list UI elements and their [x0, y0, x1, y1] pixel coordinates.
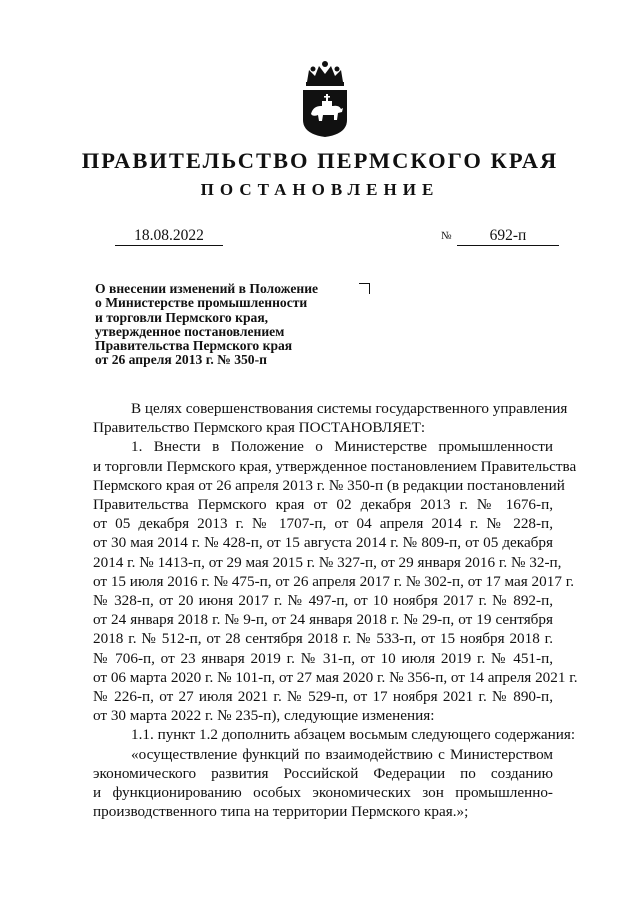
- coat-of-arms: [299, 58, 351, 138]
- body-line: Правительство Пермского края ПОСТАНОВЛЯЕТ:: [93, 419, 426, 437]
- body-line: от 24 января 2018 г. № 9-п, от 24 января 2018 г. № 29-п, от 19 сентября: [93, 611, 553, 629]
- subject-line: О внесении изменений в Положение: [95, 281, 319, 296]
- body-line: от 30 марта 2022 г. № 235-п), следующие изменения:: [93, 707, 435, 725]
- body-line: от 05 декабря 2013 г. № 1707-п, от 04 апреля 2014 г. № 228-п,: [93, 515, 553, 533]
- document-number: 692-п: [457, 226, 559, 246]
- body-line: 2018 г. № 512-п, от 28 сентября 2018 г. № 533-п, от 15 ноября 2018 г.: [93, 630, 553, 648]
- body-line: Правительства Пермского края от 02 декабря 2013 г. № 1676-п,: [93, 496, 553, 514]
- body-line: 1. Внести в Положение о Министерстве промышленности: [131, 438, 553, 456]
- body-line: и функционированию особых экономических зон промышленно-: [93, 784, 553, 802]
- subject-line: утвержденное постановлением: [95, 323, 285, 339]
- subject-line: о Министерстве промышленности: [95, 295, 308, 311]
- document-body: [93, 399, 578, 821]
- subject-corner-mark: [359, 283, 370, 294]
- body-line: экономического развития Российской Федерации по созданию: [93, 764, 553, 782]
- body-line: от 06 марта 2020 г. № 101-п, от 27 мая 2020 г. № 356-п, от 14 апреля 2021 г.: [93, 668, 578, 686]
- body-line: от 30 мая 2014 г. № 428-п, от 15 августа 2014 г. № 809-п, от 05 декабря: [93, 534, 553, 552]
- body-line: от 15 июля 2016 г. № 475-п, от 26 апреля 2017 г. № 302-п, от 17 мая 2017 г.: [93, 572, 575, 590]
- body-line: № 328-п, от 20 июня 2017 г. № 497-п, от 10 ноября 2017 г. № 892-п,: [93, 592, 553, 610]
- body-line: 1.1. пункт 1.2 дополнить абзацем восьмым следующего содержания:: [131, 726, 576, 744]
- body-line: Пермского края от 26 апреля 2013 г. № 350-п (в редакции постановлений: [93, 476, 565, 494]
- subject-line: от 26 апреля 2013 г. № 350-п: [95, 352, 267, 368]
- government-name: ПРАВИТЕЛЬСТВО ПЕРМСКОГО КРАЯ: [81, 148, 559, 173]
- body-line: В целях совершенствования системы государственного управления: [131, 400, 568, 417]
- document-subject: [95, 282, 365, 368]
- number-sign: №: [441, 230, 452, 242]
- body-line: № 706-п, от 23 января 2019 г. № 31-п, от 10 июля 2019 г. № 451-п,: [93, 649, 553, 667]
- document-date: 18.08.2022: [115, 226, 223, 246]
- subject-line: Правительства Пермского края: [95, 338, 293, 354]
- body-line: производственного типа на территории Пермского края.»;: [93, 803, 469, 821]
- subject-line: и торговли Пермского края,: [95, 309, 269, 325]
- body-line: «осуществление функций по взаимодействию с Министерством: [131, 745, 553, 763]
- perm-krai-coat-of-arms-icon: [299, 58, 351, 138]
- body-line: № 226-п, от 27 июля 2021 г. № 529-п, от 17 ноября 2021 г. № 890-п,: [93, 688, 553, 706]
- body-line: и торговли Пермского края, утвержденное постановлением Правительства: [93, 457, 577, 475]
- body-line: 2014 г. № 1413-п, от 29 мая 2015 г. № 327-п, от 29 января 2016 г. № 32-п,: [93, 553, 562, 571]
- document-type: ПОСТАНОВЛЕНИЕ: [200, 180, 440, 199]
